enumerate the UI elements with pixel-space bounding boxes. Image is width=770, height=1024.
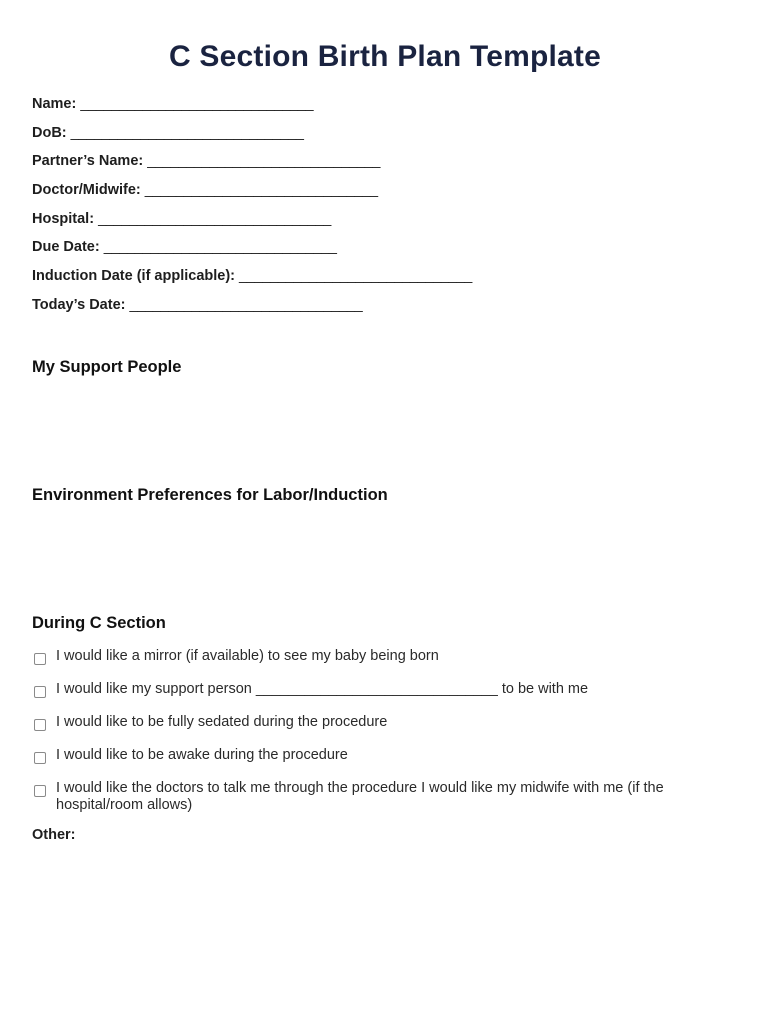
option-awake [32,747,732,764]
partner-name-blank[interactable]: ______________________________ [147,153,381,170]
option-text: I would like the doctors to talk me through the procedure I would like my midwife with me (if the hospital/room allows) [56,780,664,813]
doctor-midwife-label: Doctor/Midwife: [32,182,141,199]
page-title: C Section Birth Plan Template [169,40,601,73]
option-text: I would like to be awake during the procedure [56,747,348,763]
induction-date-field[interactable] [32,267,732,296]
dob-label: DoB: [32,124,67,141]
todays-date-field[interactable] [32,296,732,325]
partner-name-label: Partner’s Name: [32,153,144,170]
induction-date-blank[interactable]: ______________________________ [239,268,472,285]
option-fully-sedated [32,714,732,731]
dob-blank[interactable]: ______________________________ [70,124,304,141]
name-blank[interactable]: ______________________________ [80,96,314,112]
todays-date-blank[interactable]: ______________________________ [129,296,363,313]
c-section-options-list [32,648,732,830]
option-mirror [32,648,732,665]
due-date-blank[interactable]: ______________________________ [103,239,337,256]
other-label: Other: [32,827,76,843]
hospital-field[interactable] [32,210,732,239]
name-field[interactable] [32,95,732,124]
option-text: I would like my support person ______________________________ to be with me [56,681,589,697]
doctor-midwife-blank[interactable]: ______________________________ [144,182,378,199]
checkbox[interactable] [34,752,46,764]
option-text: I would like to be fully sedated during the procedure [56,714,388,730]
environment-preferences-heading: Environment Preferences for Labor/Induction [32,486,388,504]
checkbox[interactable] [34,785,46,797]
option-talk-through [32,780,732,814]
name-label: Name: [32,96,77,112]
doctor-midwife-field[interactable] [32,181,732,210]
option-support-person [32,681,732,698]
checkbox[interactable] [34,686,46,698]
induction-date-label: Induction Date (if applicable): [32,268,236,285]
due-date-field[interactable] [32,238,732,267]
todays-date-label: Today’s Date: [32,296,126,313]
due-date-label: Due Date: [32,239,100,256]
dob-field[interactable] [32,124,732,153]
personal-info-fields [32,95,732,325]
option-text: I would like a mirror (if available) to see my baby being born [56,648,439,664]
hospital-blank[interactable]: ______________________________ [98,210,331,227]
checkbox[interactable] [34,653,46,665]
support-people-heading: My Support People [32,358,182,376]
hospital-label: Hospital: [32,210,95,227]
checkbox[interactable] [34,719,46,731]
partner-name-field[interactable] [32,152,732,181]
during-c-section-heading: During C Section [32,614,166,632]
